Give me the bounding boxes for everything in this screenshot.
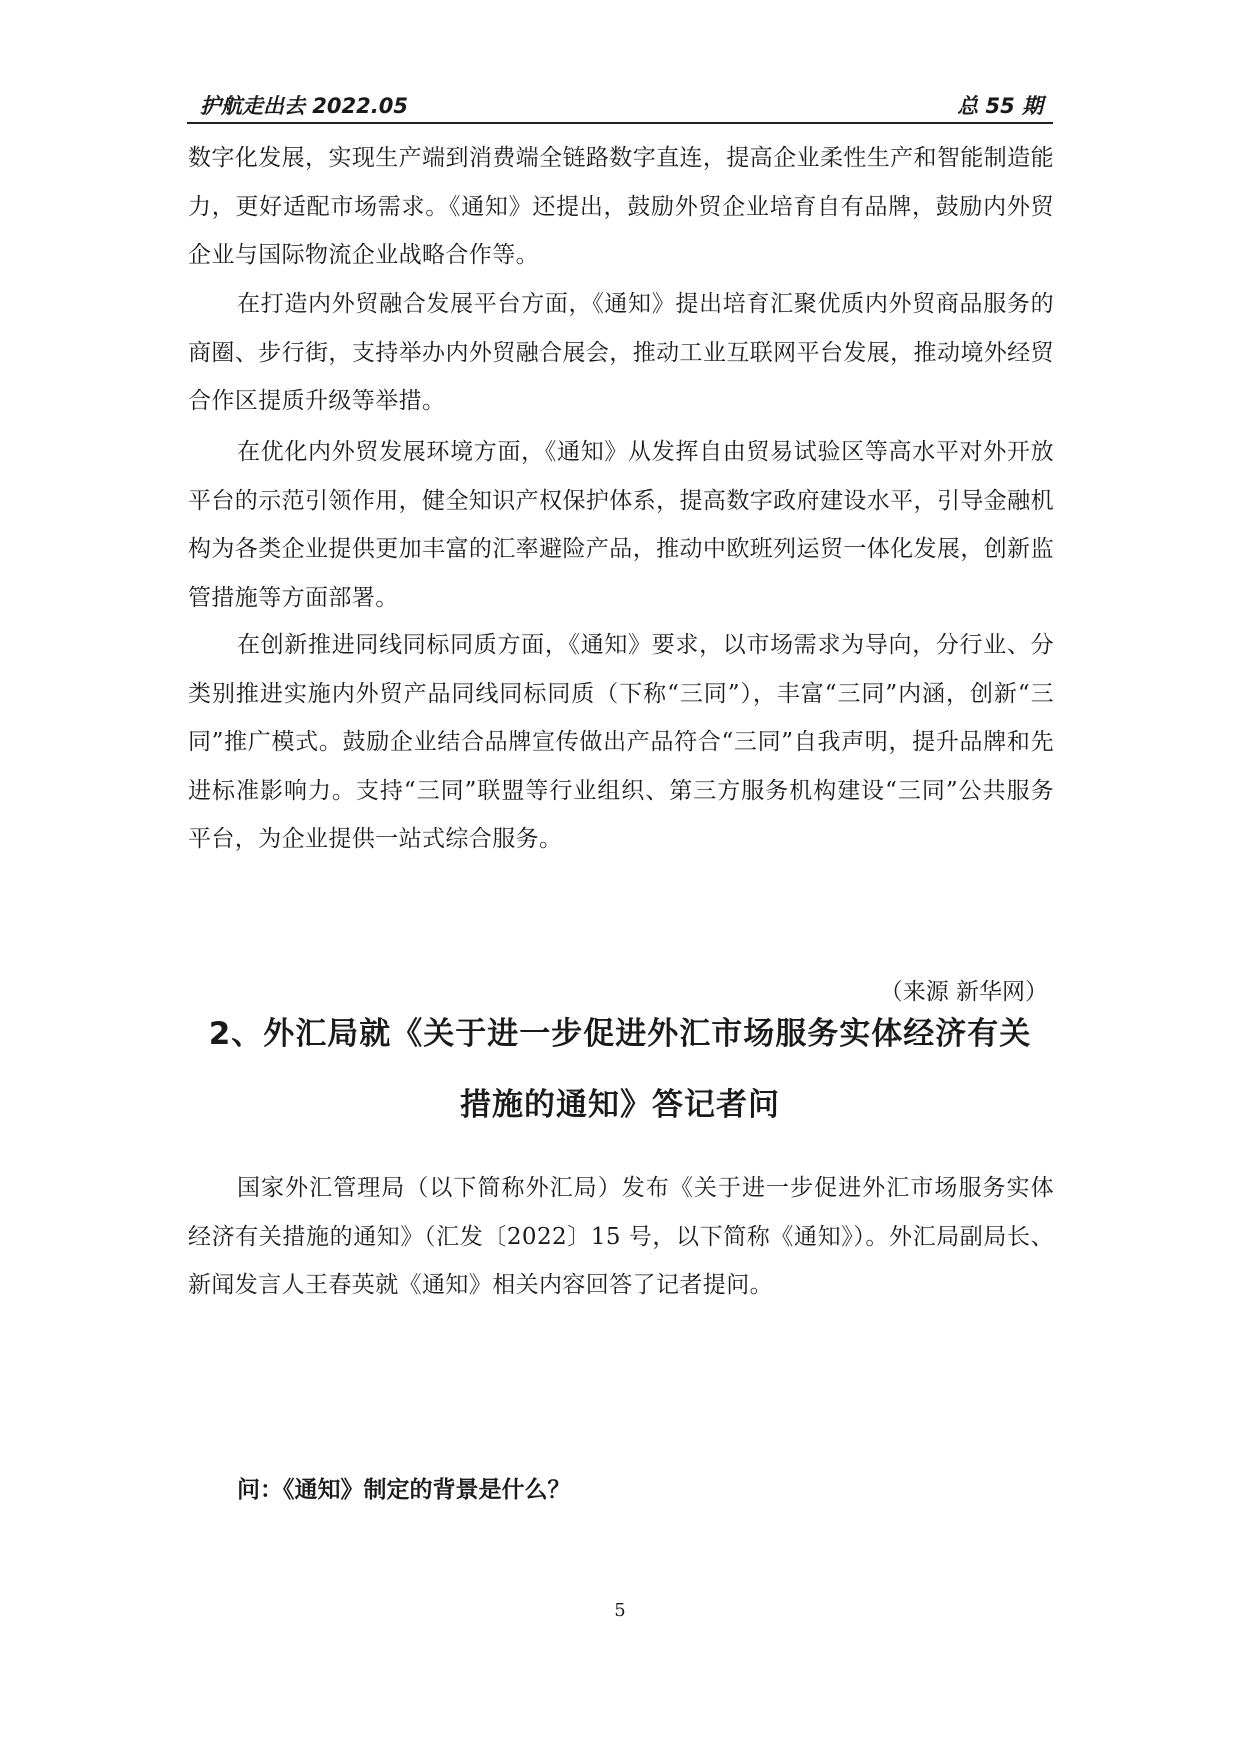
- paragraph-continued: 数字化发展，实现生产端到消费端全链路数字直连，提高企业柔性生产和智能制造能力，更好适配市场需求。《通知》还提出，鼓励外贸企业培育自有品牌，鼓励内外贸企业与国际物流企业战略合作等。: [188, 145, 1054, 268]
- section-title-line2: 措施的通知》答记者问: [460, 1087, 780, 1123]
- intro-paragraph: 国家外汇管理局（以下简称外汇局）发布《关于进一步促进外汇市场服务实体经济有关措施的通知》（汇发〔2022〕15 号，以下简称《通知》）。外汇局副局长、新闻发言人王春英就《通知》相关内容回答了记者提问。: [188, 1175, 1054, 1298]
- paragraph-environment: 在优化内外贸发展环境方面，《通知》从发挥自由贸易试验区等高水平对外开放平台的示范引领作用，健全知识产权保护体系，提高数字政府建设水平，引导金融机构为各类企业提供更加丰富的汇率避险产品，推动中欧班列运贸一体化发展，创新监管措施等方面部署。: [188, 439, 1054, 611]
- header-issue: 总 55 期: [957, 94, 1043, 118]
- source-note: （来源 新华网）: [879, 979, 1048, 1005]
- paragraph-platform: 在打造内外贸融合发展平台方面，《通知》提出培育汇聚优质内外贸商品服务的商圈、步行街，支持举办内外贸融合展会，推动工业互联网平台发展，推动境外经贸合作区提质升级等举措。: [188, 291, 1054, 414]
- page-header: [187, 86, 1053, 124]
- header-publication: 护航走出去 2022.05: [200, 94, 408, 118]
- paragraph-three-same: 在创新推进同线同标同质方面，《通知》要求，以市场需求为导向，分行业、分类别推进实施内外贸产品同线同标同质（下称“三同”），丰富“三同”内涵，创新“三同”推广模式。鼓励企业结合品牌宣传做出产品符合“三同”自我声明，提升品牌和先进标准影响力。支持“三同”联盟等行业组织、第三方服务机构建设“三同”公共服务平台，为企业提供一站式综合服务。: [188, 632, 1054, 852]
- page-number: 5: [614, 1600, 626, 1621]
- question-heading: 问：《通知》制定的背景是什么？: [237, 1477, 571, 1503]
- section-title-line1: 2、外汇局就《关于进一步促进外汇市场服务实体经济有关: [208, 1016, 1032, 1052]
